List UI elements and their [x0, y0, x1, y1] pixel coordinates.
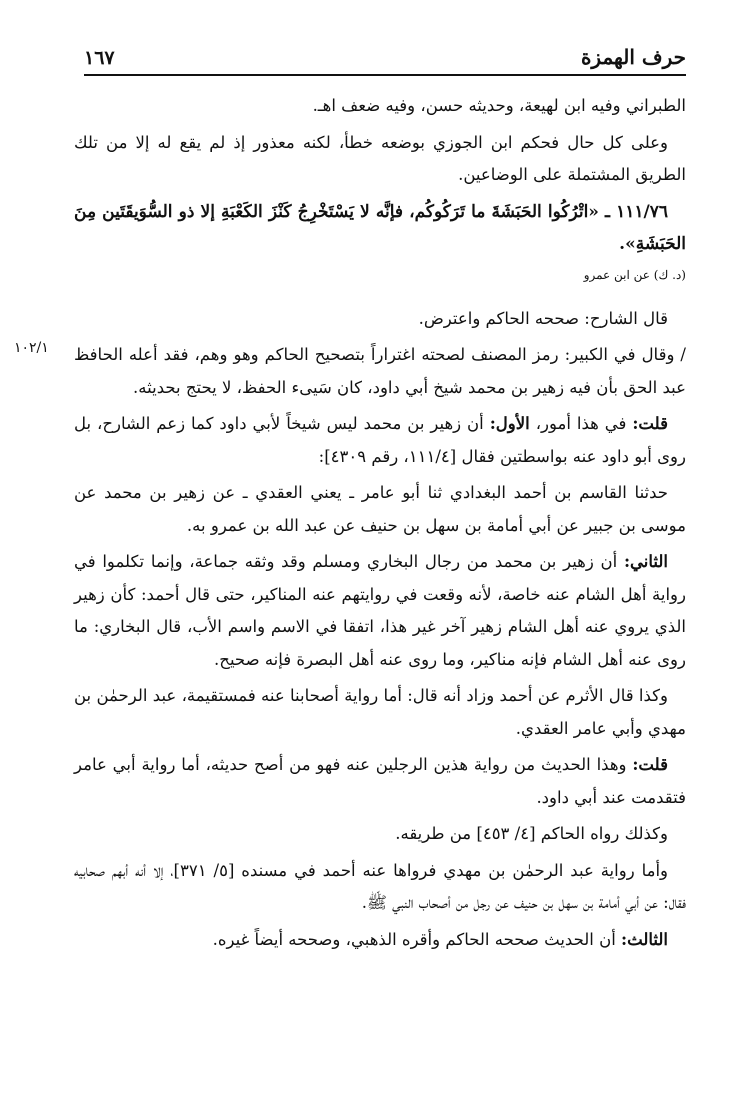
- label-third: الثالث:: [621, 929, 668, 949]
- margin-reference: ١٠٢/١: [14, 340, 49, 356]
- label-first: الأول:: [489, 414, 530, 433]
- page-header: [84, 40, 686, 76]
- paragraph: [74, 408, 686, 473]
- paragraph-text: وهذا الحديث من رواية هذين الرجلين عنه فهو من أصح حديثه، أما رواية أبي عامر فتقدمت عند أبي داود.: [74, 755, 686, 807]
- page-body: [74, 90, 686, 960]
- page-number: ١٦٧: [84, 47, 115, 69]
- paragraph: وكذلك رواه الحاكم [٤/ ٤٥٣] من طريقه.: [395, 824, 668, 843]
- paragraph-text: في هذا أمور،: [529, 414, 633, 433]
- label-qultu: قلت:: [632, 755, 668, 774]
- label-second: الثاني:: [623, 552, 668, 571]
- paragraph-text: أن زهير بن محمد من رجال البخاري ومسلم وقد وثقه جماعة، وإنما تكلموا في رواية أهل الشام عنه خاصة، لأنه وقعت في روايتهم عنه المناكير، حتى قال أحمد: كأن زهير الذي يروي عنه أهل الشام زهير آخر غير هذا، اتفقا في الاسم واسم الأب، قال البخاري: ما روى عنه أهل الشام فإنه مناكير، وما روى عنه أهل البصرة فإنه صحيح.: [74, 552, 686, 669]
- running-title: حرف الهمزة: [580, 45, 686, 69]
- paragraph: وكذا قال الأثرم عن أحمد وزاد أنه قال: أما رواية أصحابنا عنه فمستقيمة، عبد الرحمٰن بن مهدي وأبي عامر العقدي.: [74, 686, 686, 738]
- hadith-source: (د. ك) عن ابن عمرو: [583, 267, 686, 282]
- hadith-text: ١١١/٧٦ ـ «اتْرُكُوا الحَبَشَةَ ما تَرَكُوكُم، فإنَّه لا يَسْتَخْرِجُ كَنْزَ الكَعْبَةِ إلا ذو السُّوَيقَتَين مِنَ الحَبَشَةِ».: [74, 201, 686, 254]
- paragraph-text: أن زهير بن محمد ليس شيخاً لأبي داود كما زعم الشارح، بل روى أبو داود عنه بواسطتين فقال [١١١/٤، رقم ٤٣٠٩]:: [74, 414, 686, 466]
- paragraph: وعلى كل حال فحكم ابن الجوزي بوضعه خطأ، لكنه معذور إذ لم يقع له إلا من تلك الطريق المشتملة على الوضاعين.: [74, 132, 686, 184]
- paragraph: [74, 546, 686, 676]
- paragraph: الطبراني وفيه ابن لهيعة، وحديثه حسن، وفيه ضعف اهـ.: [312, 96, 686, 115]
- paragraph: [74, 924, 686, 957]
- paragraph: قال الشارح: صححه الحاكم واعترض.: [418, 308, 668, 328]
- paragraph: / وقال في الكبير: رمز المصنف لصحته اغتراراً بتصحيح الحاكم وهو وهم، فقد أعله الحافظ عبد الحق بأن فيه زهير بن محمد شيخ أبي داود، كان سَيىء الحفظ، لا يحتج بحديثه.: [74, 345, 686, 397]
- paragraph: حدثنا القاسم بن أحمد البغدادي ثنا أبو عامر ـ يعني العقدي ـ عن زهير بن محمد عن موسى بن جبير عن أبي أمامة بن سهل بن حنيف عن عبد الله بن عمرو به.: [74, 483, 686, 535]
- label-qultu: قلت:: [632, 414, 668, 433]
- paragraph: [74, 749, 686, 814]
- paragraph: وأما رواية عبد الرحمٰن بن مهدي فرواها عنه أحمد في مسنده [٥/ ٣٧١]، إلا أنه أبهم صحابيه فقال: عن أبي أمامة بن سهل بن حنيف عن رجل من أصحاب النبي ﷺ.: [74, 860, 686, 912]
- paragraph-text: أن الحديث صححه الحاكم وأقره الذهبي، وصححه أيضاً غيره.: [212, 929, 622, 949]
